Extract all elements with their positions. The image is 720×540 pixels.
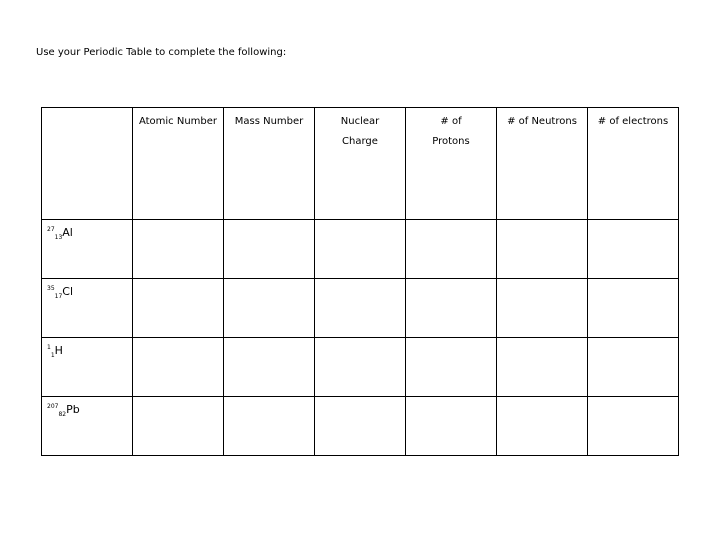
answer-cell[interactable]: [406, 220, 497, 279]
element-symbol: Al: [62, 226, 73, 239]
atomic-number: 13: [54, 234, 63, 241]
atomic-number: 1: [50, 352, 55, 359]
answer-cell[interactable]: [315, 338, 406, 397]
isotope-notation: [47, 344, 63, 359]
answer-cell[interactable]: [588, 279, 679, 338]
answer-cell[interactable]: [224, 279, 315, 338]
answer-cell[interactable]: [224, 338, 315, 397]
mass-number: 207: [47, 403, 59, 410]
isotope-cell: [42, 220, 133, 279]
mass-number: 27: [47, 226, 55, 233]
atomic-number: 82: [58, 411, 67, 418]
element-symbol: H: [54, 344, 63, 357]
isotope-notation: [47, 226, 73, 241]
element-symbol: Cl: [62, 285, 74, 298]
header-num-protons: [406, 108, 497, 220]
isotope-notation: [47, 285, 73, 300]
instruction-text: Use your Periodic Table to complete the following:: [36, 47, 287, 58]
header-line: Atomic Number: [138, 116, 218, 127]
mass-number: 35: [47, 285, 55, 292]
isotope-cell: [42, 338, 133, 397]
header-atomic-number: [133, 108, 224, 220]
worksheet-table: [41, 107, 679, 456]
header-num-neutrons: [497, 108, 588, 220]
answer-cell[interactable]: [497, 397, 588, 456]
isotope-notation: [47, 403, 80, 418]
answer-cell[interactable]: [588, 397, 679, 456]
header-blank: [42, 108, 133, 220]
answer-cell[interactable]: [497, 279, 588, 338]
table-row: [42, 279, 679, 338]
header-mass-number: [224, 108, 315, 220]
answer-cell[interactable]: [224, 220, 315, 279]
header-line: Nuclear: [340, 116, 380, 127]
answer-cell[interactable]: [588, 338, 679, 397]
answer-cell[interactable]: [406, 279, 497, 338]
table-row: [42, 338, 679, 397]
header-line: # of Neutrons: [507, 116, 577, 127]
mass-number: 1: [47, 344, 51, 351]
answer-cell[interactable]: [588, 220, 679, 279]
header-line: Mass Number: [234, 116, 304, 127]
element-symbol: Pb: [66, 403, 80, 416]
header-num-electrons: [588, 108, 679, 220]
table-row: [42, 220, 679, 279]
isotope-cell: [42, 397, 133, 456]
answer-cell[interactable]: [406, 397, 497, 456]
answer-cell[interactable]: [224, 397, 315, 456]
atomic-number: 17: [54, 293, 63, 300]
header-line: # of: [440, 116, 462, 127]
header-line: Charge: [342, 136, 378, 147]
answer-cell[interactable]: [406, 338, 497, 397]
answer-cell[interactable]: [133, 338, 224, 397]
header-line: # of electrons: [597, 116, 669, 127]
header-line: Protons: [432, 136, 470, 147]
answer-cell[interactable]: [497, 220, 588, 279]
answer-cell[interactable]: [497, 338, 588, 397]
header-nuclear-charge: [315, 108, 406, 220]
answer-cell[interactable]: [133, 279, 224, 338]
answer-cell[interactable]: [315, 220, 406, 279]
answer-cell[interactable]: [315, 397, 406, 456]
answer-cell[interactable]: [133, 220, 224, 279]
isotope-cell: [42, 279, 133, 338]
header-row: [42, 108, 679, 220]
answer-cell[interactable]: [315, 279, 406, 338]
table-row: [42, 397, 679, 456]
answer-cell[interactable]: [133, 397, 224, 456]
